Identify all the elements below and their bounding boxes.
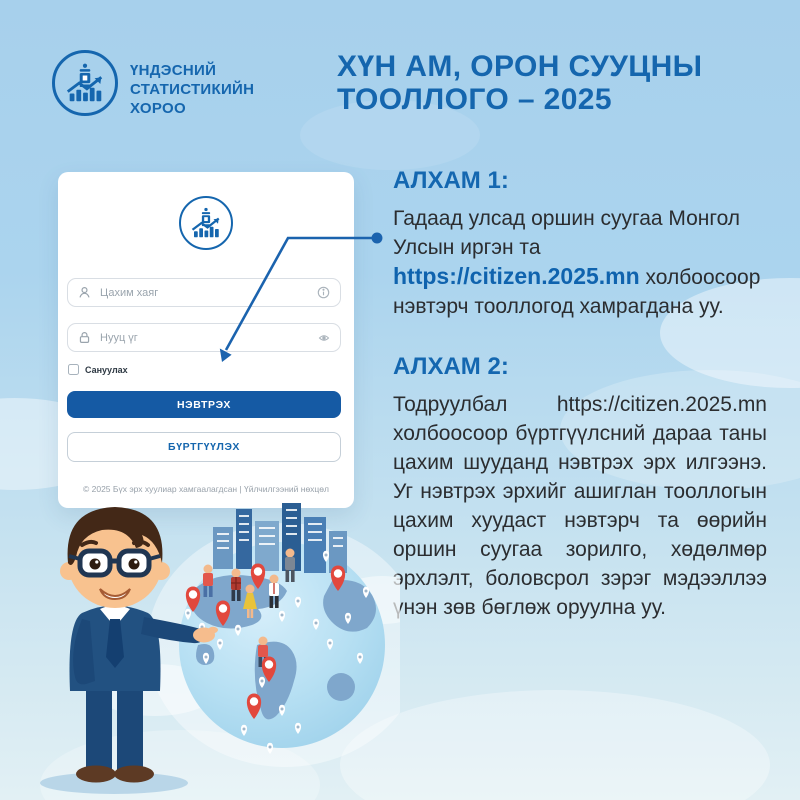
- census-url-link[interactable]: https://citizen.2025.mn: [393, 263, 640, 289]
- org-name-line: СТАТИСТИКИЙН: [130, 81, 255, 98]
- password-field[interactable]: [67, 323, 341, 352]
- poster-title: [337, 50, 702, 116]
- register-button[interactable]: БҮРТГҮҮЛЭХ: [67, 432, 341, 462]
- remember-checkbox[interactable]: [68, 364, 79, 375]
- card-footer-text: © 2025 Бүх эрх хуулиар хамгаалагдсан | Үйлчилгээний нөхцөл: [82, 484, 329, 494]
- nso-emblem-icon: [188, 205, 224, 241]
- cloud-decoration: [340, 690, 770, 800]
- nso-emblem-icon: [62, 60, 108, 106]
- step-1: [393, 167, 767, 321]
- remember-label: Сануулах: [85, 364, 128, 375]
- email-field[interactable]: [67, 278, 341, 307]
- remember-me[interactable]: [68, 364, 128, 375]
- org-name: [130, 61, 254, 118]
- email-input[interactable]: [98, 286, 310, 300]
- login-card: [58, 172, 354, 508]
- step-1-heading: АЛХАМ 1:: [393, 167, 509, 194]
- info-icon[interactable]: [317, 286, 330, 299]
- eye-icon[interactable]: [318, 332, 330, 344]
- step-2: [393, 353, 767, 622]
- password-input[interactable]: [98, 331, 311, 345]
- login-button[interactable]: НЭВТРЭХ: [67, 391, 341, 418]
- step-2-heading: АЛХАМ 2:: [393, 353, 509, 380]
- poster-title-line: ТООЛЛОГО – 2025: [337, 83, 612, 116]
- person-icon: [78, 286, 91, 299]
- nso-logo: [52, 50, 118, 116]
- lock-icon: [78, 331, 91, 344]
- census-illustration: [30, 495, 400, 800]
- step-1-body: [393, 204, 767, 321]
- org-name-line: ХОРОО: [130, 100, 186, 117]
- step-1-text: Гадаад улсад оршин суугаа Монгол Улсын иргэн та: [393, 207, 741, 259]
- step-2-body: Тодруулбал https://citizen.2025.mn холбоосоор бүртгүүлсний дараа таны цахим шууданд нэвтрэх эрх илгээнэ. Уг нэвтрэх эрхийг ашиглан тооллогын цахим хуудаст нэвтэрч та өөрийн оршин суугаа зорилго, хөдөлмөр эрхлэлт, боловсрол зэрэг мэдээллээ үнэн зөв бөглөж оруулна уу.: [393, 393, 767, 619]
- step-1-text: холбоосоор нэвтэрч тооллогод хамрагдана уу.: [393, 266, 761, 318]
- steps-column: [393, 167, 767, 622]
- org-name-line: ҮНДЭСНИЙ: [130, 62, 217, 79]
- card-logo: [179, 196, 233, 250]
- poster-title-line: ХҮН АМ, ОРОН СУУЦНЫ: [337, 50, 703, 83]
